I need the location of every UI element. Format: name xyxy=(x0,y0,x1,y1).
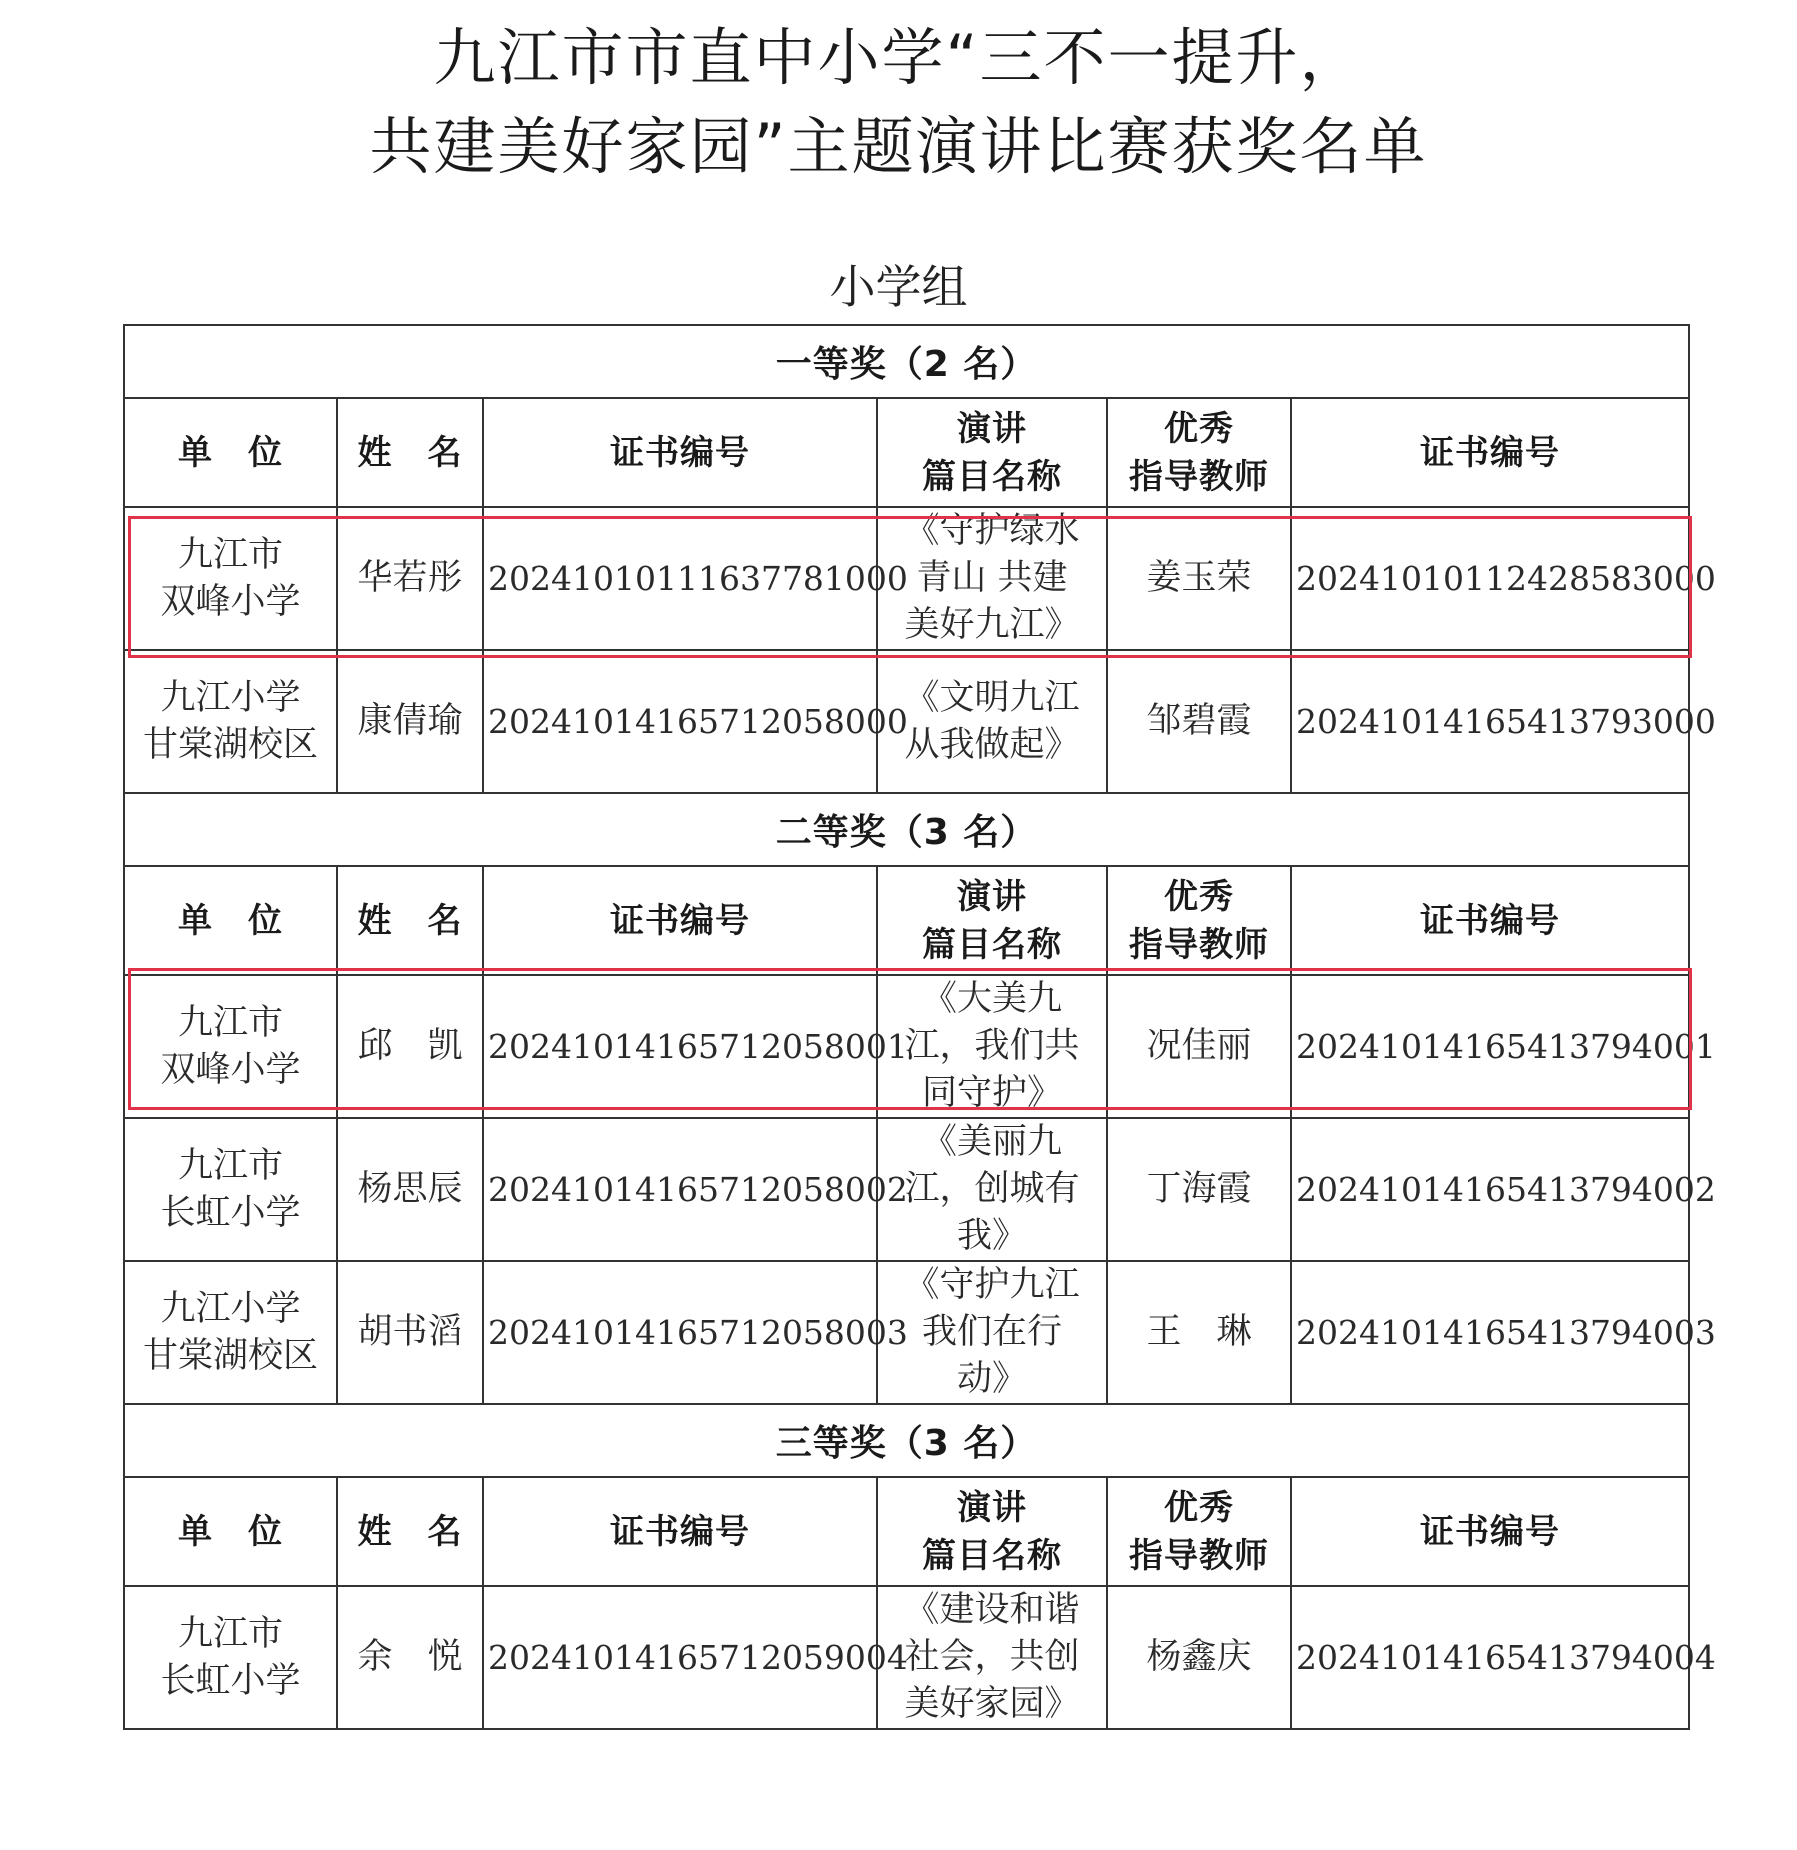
speech-line3: 动》 xyxy=(956,1359,1027,1399)
header-unit: 单 位 xyxy=(124,1477,337,1586)
teacher-cert-number: 20241014165413794001 xyxy=(1291,975,1689,1118)
speech-line1: 《守护九江 xyxy=(904,1265,1080,1305)
awards-table xyxy=(123,324,1716,1730)
header-teacher-line1: 优秀 xyxy=(1164,408,1234,449)
speech-line1: 《大美九 xyxy=(921,979,1062,1019)
teacher-name: 姜玉荣 xyxy=(1107,507,1291,650)
header-row xyxy=(124,866,1689,975)
unit-line1: 九江小学 xyxy=(160,677,301,718)
speech-line2: 青山 共建 xyxy=(916,558,1068,598)
header-speech xyxy=(877,866,1107,975)
header-row xyxy=(124,398,1689,507)
unit-cell xyxy=(124,1118,337,1261)
table-row xyxy=(124,1118,1689,1261)
unit-line2: 甘棠湖校区 xyxy=(142,1335,318,1376)
teacher-cert-number: 20241014165413794003 xyxy=(1291,1261,1689,1404)
cert-number: 20241014165712058000 xyxy=(483,650,877,793)
header-teacher-line2: 指导教师 xyxy=(1129,456,1269,497)
section-label: 一等奖（2 名） xyxy=(124,325,1689,398)
header-unit: 单 位 xyxy=(124,866,337,975)
cert-number: 20241014165712058003 xyxy=(483,1261,877,1404)
header-teacher-line2: 指导教师 xyxy=(1129,1535,1269,1576)
teacher-name: 杨鑫庆 xyxy=(1107,1586,1291,1729)
cert-number: 20241010111637781000 xyxy=(483,507,877,650)
teacher-name: 王 琳 xyxy=(1107,1261,1291,1404)
speech-line2: 从我做起》 xyxy=(904,724,1080,765)
unit-line2: 双峰小学 xyxy=(160,581,301,622)
speech-line1: 《文明九江 xyxy=(904,677,1080,718)
table-row xyxy=(124,650,1689,793)
header-cert-no: 证书编号 xyxy=(483,866,877,975)
header-speech-line2: 篇目名称 xyxy=(922,924,1062,965)
table-row xyxy=(124,975,1689,1118)
header-teacher xyxy=(1107,398,1291,507)
unit-cell xyxy=(124,1586,337,1729)
speech-line2: 江，创城有 xyxy=(904,1169,1080,1209)
header-speech-line2: 篇目名称 xyxy=(922,456,1062,497)
page-title-line-2: 共建美好家园”主题演讲比赛获奖名单 xyxy=(369,110,1428,183)
teacher-cert-number: 20241010112428583000 xyxy=(1291,507,1689,650)
speech-line3: 美好九江》 xyxy=(904,605,1080,645)
unit-line1: 九江市 xyxy=(177,1613,283,1654)
student-name: 胡书滔 xyxy=(337,1261,483,1404)
unit-cell xyxy=(124,975,337,1118)
section-label: 三等奖（3 名） xyxy=(124,1404,1689,1477)
speech-line3: 同守护》 xyxy=(921,1073,1062,1113)
teacher-name: 况佳丽 xyxy=(1107,975,1291,1118)
unit-line2: 甘棠湖校区 xyxy=(142,724,318,765)
speech-line1: 《建设和谐 xyxy=(904,1590,1080,1630)
teacher-cert-number: 20241014165413793000 xyxy=(1291,650,1689,793)
cert-number: 20241014165712058001 xyxy=(483,975,877,1118)
header-name: 姓 名 xyxy=(337,1477,483,1586)
unit-line2: 长虹小学 xyxy=(160,1660,301,1701)
speech-line1: 《美丽九 xyxy=(921,1122,1062,1162)
speech-line1: 《守护绿水 xyxy=(904,511,1080,551)
header-teacher xyxy=(1107,1477,1291,1586)
table-row xyxy=(124,1586,1689,1729)
section-third-prize xyxy=(124,1404,1689,1477)
unit-line1: 九江市 xyxy=(177,1145,283,1186)
speech-title xyxy=(877,1586,1107,1729)
teacher-name: 邹碧霞 xyxy=(1107,650,1291,793)
page-title-line-1: 九江市市直中小学“三不一提升， xyxy=(433,21,1364,94)
header-name: 姓 名 xyxy=(337,866,483,975)
speech-line2: 江，我们共 xyxy=(904,1026,1080,1066)
speech-title xyxy=(877,975,1107,1118)
header-row xyxy=(124,1477,1689,1586)
header-speech-line1: 演讲 xyxy=(957,1487,1027,1528)
speech-line2: 我们在行 xyxy=(921,1312,1062,1352)
header-speech-line1: 演讲 xyxy=(957,408,1027,449)
unit-line1: 九江市 xyxy=(177,534,283,575)
speech-title xyxy=(877,1118,1107,1261)
section-first-prize xyxy=(124,325,1689,398)
header-teacher-cert-no: 证书编号 xyxy=(1291,398,1689,507)
speech-line2: 社会，共创 xyxy=(904,1637,1080,1677)
header-teacher-line1: 优秀 xyxy=(1164,1487,1234,1528)
cert-number: 20241014165712059004 xyxy=(483,1586,877,1729)
unit-line1: 九江市 xyxy=(177,1002,283,1043)
header-speech-line2: 篇目名称 xyxy=(922,1535,1062,1576)
speech-line3: 美好家园》 xyxy=(904,1684,1080,1724)
speech-line3: 我》 xyxy=(956,1216,1027,1256)
speech-title xyxy=(877,650,1107,793)
unit-line2: 长虹小学 xyxy=(160,1192,301,1233)
header-unit: 单 位 xyxy=(124,398,337,507)
student-name: 杨思辰 xyxy=(337,1118,483,1261)
group-title: 小学组 xyxy=(829,260,968,314)
teacher-cert-number: 20241014165413794004 xyxy=(1291,1586,1689,1729)
header-speech-line1: 演讲 xyxy=(957,876,1027,917)
student-name: 康倩瑜 xyxy=(337,650,483,793)
section-label: 二等奖（3 名） xyxy=(124,793,1689,866)
unit-cell xyxy=(124,1261,337,1404)
teacher-cert-number: 20241014165413794002 xyxy=(1291,1118,1689,1261)
teacher-name: 丁海霞 xyxy=(1107,1118,1291,1261)
header-speech xyxy=(877,398,1107,507)
header-teacher xyxy=(1107,866,1291,975)
header-teacher-cert-no: 证书编号 xyxy=(1291,866,1689,975)
unit-line2: 双峰小学 xyxy=(160,1049,301,1090)
student-name: 华若彤 xyxy=(337,507,483,650)
header-cert-no: 证书编号 xyxy=(483,1477,877,1586)
header-cert-no: 证书编号 xyxy=(483,398,877,507)
header-teacher-line1: 优秀 xyxy=(1164,876,1234,917)
header-name: 姓 名 xyxy=(337,398,483,507)
header-teacher-line2: 指导教师 xyxy=(1129,924,1269,965)
unit-cell xyxy=(124,507,337,650)
table-row xyxy=(124,507,1689,650)
unit-line1: 九江小学 xyxy=(160,1288,301,1329)
section-second-prize xyxy=(124,793,1689,866)
student-name: 邱 凯 xyxy=(337,975,483,1118)
table-row xyxy=(124,1261,1689,1404)
header-speech xyxy=(877,1477,1107,1586)
unit-cell xyxy=(124,650,337,793)
student-name: 余 悦 xyxy=(337,1586,483,1729)
speech-title xyxy=(877,507,1107,650)
cert-number: 20241014165712058002 xyxy=(483,1118,877,1261)
speech-title xyxy=(877,1261,1107,1404)
header-teacher-cert-no: 证书编号 xyxy=(1291,1477,1689,1586)
